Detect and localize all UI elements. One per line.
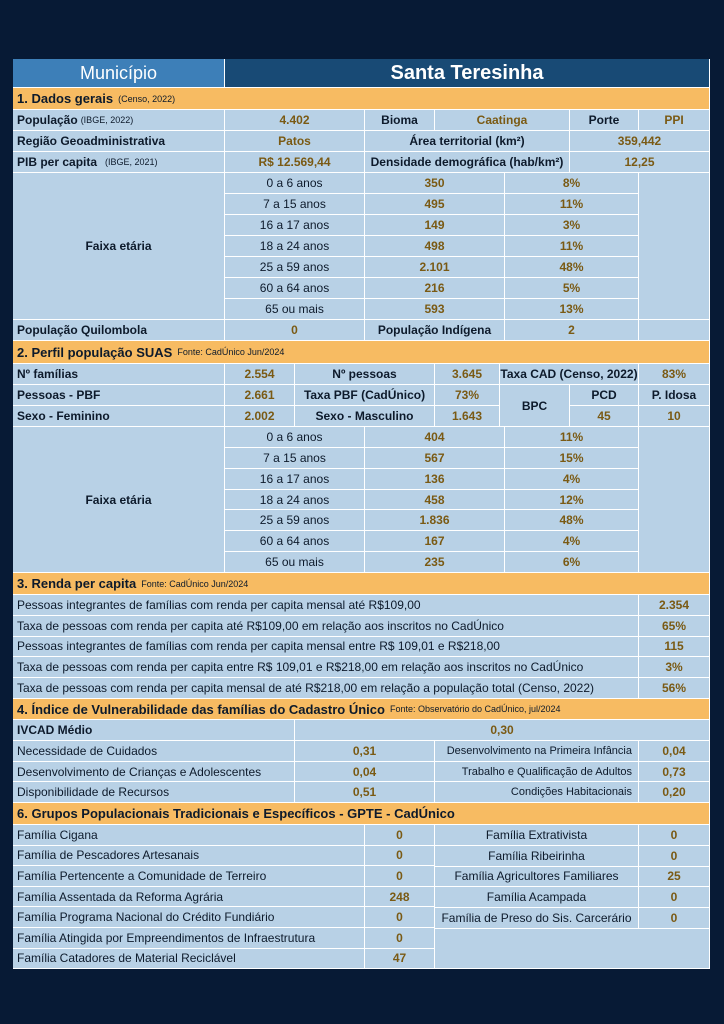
gpte-group-label: Família Ribeirinha	[435, 846, 639, 867]
faixa-percent: 5%	[505, 278, 639, 299]
renda-row-label: Pessoas integrantes de famílias com renda per capita mensal até R$109,00	[13, 595, 639, 616]
gpte-group-label: Família Programa Nacional do Crédito Fundiário	[13, 907, 365, 928]
gpte-group-label: Família Atingida por Empreendimentos de Infraestrutura	[13, 928, 365, 949]
gpte-group-value: 25	[639, 867, 710, 888]
section-3-title	[13, 573, 710, 595]
ivcad-indicator-label: Desenvolvimento na Primeira Infância	[435, 741, 639, 762]
gpte-group-value: 0	[365, 907, 435, 928]
regiao-value: Patos	[225, 131, 365, 152]
section-4-title-text: 4. Índice de Vulnerabilidade das famílias do Cadastro Único	[17, 701, 385, 717]
ivcad-indicator-label: Disponibilidade de Recursos	[13, 782, 295, 803]
gpte-group-value: 0	[365, 825, 435, 846]
faixa-age: 25 a 59 anos	[225, 257, 365, 278]
section-2-title-text: 2. Perfil população SUAS	[17, 344, 173, 360]
faixa-age: 60 a 64 anos	[225, 278, 365, 299]
ivcad-label: IVCAD Médio	[13, 720, 295, 741]
faixa-age: 25 a 59 anos	[225, 510, 365, 531]
pib-label-text: PIB per capita	[17, 155, 98, 169]
faixa-percent: 11%	[505, 236, 639, 257]
data-sheet	[13, 59, 710, 969]
section-6-title-text: 6. Grupos Populacionais Tradicionais e Específicos - GPTE - CadÚnico	[17, 806, 455, 821]
idosa-label: P. Idosa	[639, 385, 710, 406]
faixa-age: 18 a 24 anos	[225, 490, 365, 511]
area-value: 359,442	[570, 131, 710, 152]
section-2-title	[13, 341, 710, 364]
bioma-value: Caatinga	[435, 110, 570, 131]
renda-row-label: Taxa de pessoas com renda per capita entre R$ 109,01 e R$218,00 em relação aos inscritos no CadÚnico	[13, 657, 639, 678]
gpte-group-value: 0	[365, 928, 435, 949]
porte-value: PPI	[639, 110, 710, 131]
gpte-group-value: 0	[639, 825, 710, 846]
taxa-pbf-value: 73%	[435, 385, 500, 406]
pessoas-value: 3.645	[435, 364, 500, 385]
pbf-label: Pessoas - PBF	[13, 385, 225, 406]
section-3-title-text: 3. Renda per capita	[17, 576, 137, 591]
populacao-label	[13, 110, 225, 131]
section-3-source: Fonte: CadÚnico Jun/2024	[141, 578, 249, 589]
ivcad-indicator-value: 0,51	[295, 782, 435, 803]
gpte-group-label: Família de Preso do Sis. Carcerário	[435, 908, 639, 929]
section-6-title	[13, 803, 710, 825]
area-label: Área territorial (km²)	[365, 131, 570, 152]
faixa-count: 593	[365, 299, 505, 320]
feminino-label: Sexo - Feminino	[13, 406, 225, 427]
ivcad-indicator-value: 0,20	[639, 782, 710, 803]
taxa-cad-label: Taxa CAD (Censo, 2022)	[500, 364, 639, 385]
gpte-spacer	[435, 929, 710, 969]
faixa-percent: 4%	[505, 531, 639, 552]
section-1-source: (Censo, 2022)	[118, 93, 176, 104]
porte-label: Porte	[570, 110, 639, 131]
gpte-group-value: 47	[365, 949, 435, 970]
faixa-percent: 13%	[505, 299, 639, 320]
faixa-etaria-spacer-2	[639, 427, 710, 573]
section-1-title-text: 1. Dados gerais	[17, 91, 114, 106]
faixa-percent: 11%	[505, 194, 639, 215]
populacao-value: 4.402	[225, 110, 365, 131]
ivcad-indicator-value: 0,04	[639, 741, 710, 762]
pcd-value: 45	[570, 406, 639, 427]
pbf-value: 2.661	[225, 385, 295, 406]
faixa-age: 18 a 24 anos	[225, 236, 365, 257]
gpte-group-label: Família Agricultores Familiares	[435, 867, 639, 888]
section-4-source: Fonte: Observatório do CadÚnico, jul/2024	[389, 704, 561, 714]
section-1-title	[13, 88, 710, 110]
faixa-count: 216	[365, 278, 505, 299]
feminino-value: 2.002	[225, 406, 295, 427]
pib-label	[13, 152, 225, 173]
gpte-group-value: 0	[639, 887, 710, 908]
taxa-cad-value: 83%	[639, 364, 710, 385]
familias-value: 2.554	[225, 364, 295, 385]
faixa-etaria-spacer-1	[639, 173, 710, 320]
indigena-value: 2	[505, 320, 639, 341]
masculino-value: 1.643	[435, 406, 500, 427]
faixa-age: 16 a 17 anos	[225, 469, 365, 490]
faixa-count: 149	[365, 215, 505, 236]
municipio-label: Município	[13, 59, 225, 88]
faixa-age: 7 a 15 anos	[225, 448, 365, 469]
renda-row-value: 3%	[639, 657, 710, 678]
faixa-percent: 11%	[505, 427, 639, 448]
faixa-count: 167	[365, 531, 505, 552]
quilombola-label: População Quilombola	[13, 320, 225, 341]
faixa-age: 16 a 17 anos	[225, 215, 365, 236]
faixa-etaria-label-1: Faixa etária	[13, 173, 225, 320]
ivcad-indicator-value: 0,73	[639, 762, 710, 783]
gpte-group-value: 0	[639, 908, 710, 929]
pessoas-label: Nº pessoas	[295, 364, 435, 385]
faixa-age: 7 a 15 anos	[225, 194, 365, 215]
ivcad-indicator-label: Necessidade de Cuidados	[13, 741, 295, 762]
faixa-age: 60 a 64 anos	[225, 531, 365, 552]
faixa-count: 498	[365, 236, 505, 257]
quilombola-value: 0	[225, 320, 365, 341]
faixa-count: 1.836	[365, 510, 505, 531]
faixa-age: 65 ou mais	[225, 299, 365, 320]
gpte-group-value: 0	[639, 846, 710, 867]
ivcad-value: 0,30	[295, 720, 710, 741]
ivcad-indicator-label: Trabalho e Qualificação de Adultos	[435, 762, 639, 783]
faixa-percent: 3%	[505, 215, 639, 236]
faixa-percent: 48%	[505, 510, 639, 531]
bioma-label: Bioma	[365, 110, 435, 131]
regiao-label: Região Geoadministrativa	[13, 131, 225, 152]
pcd-label: PCD	[570, 385, 639, 406]
faixa-percent: 6%	[505, 552, 639, 573]
municipio-name: Santa Teresinha	[225, 59, 710, 88]
faixa-count: 404	[365, 427, 505, 448]
densidade-label: Densidade demográfica (hab/km²)	[365, 152, 570, 173]
faixa-percent: 15%	[505, 448, 639, 469]
pib-source: (IBGE, 2021)	[105, 157, 158, 167]
faixa-etaria-label-2: Faixa etária	[13, 427, 225, 573]
renda-row-label: Pessoas integrantes de famílias com renda per capita mensal entre R$ 109,01 e R$218,00	[13, 637, 639, 658]
faixa-percent: 48%	[505, 257, 639, 278]
faixa-count: 235	[365, 552, 505, 573]
section-2-source: Fonte: CadÚnico Jun/2024	[177, 347, 285, 357]
pib-value: R$ 12.569,44	[225, 152, 365, 173]
renda-row-label: Taxa de pessoas com renda per capita mensal de até R$218,00 em relação a população total (Censo, 2022)	[13, 678, 639, 699]
gpte-group-label: Família Assentada da Reforma Agrária	[13, 887, 365, 908]
indigena-spacer	[639, 320, 710, 341]
gpte-group-value: 0	[365, 846, 435, 867]
faixa-percent: 8%	[505, 173, 639, 194]
densidade-value: 12,25	[570, 152, 710, 173]
renda-row-value: 115	[639, 637, 710, 658]
faixa-count: 567	[365, 448, 505, 469]
ivcad-indicator-value: 0,31	[295, 741, 435, 762]
faixa-age: 65 ou mais	[225, 552, 365, 573]
faixa-count: 2.101	[365, 257, 505, 278]
faixa-count: 458	[365, 490, 505, 511]
familias-label: Nº famílias	[13, 364, 225, 385]
faixa-age: 0 a 6 anos	[225, 427, 365, 448]
taxa-pbf-label: Taxa PBF (CadÚnico)	[295, 385, 435, 406]
renda-row-value: 56%	[639, 678, 710, 699]
gpte-group-value: 248	[365, 887, 435, 908]
ivcad-indicator-label: Condições Habitacionais	[435, 782, 639, 803]
ivcad-indicator-label: Desenvolvimento de Crianças e Adolescentes	[13, 762, 295, 783]
gpte-group-label: Família Cigana	[13, 825, 365, 846]
renda-row-label: Taxa de pessoas com renda per capita até R$109,00 em relação aos inscritos no CadÚnico	[13, 616, 639, 637]
faixa-count: 350	[365, 173, 505, 194]
populacao-label-text: População	[17, 113, 78, 127]
gpte-group-label: Família Acampada	[435, 887, 639, 908]
faixa-age: 0 a 6 anos	[225, 173, 365, 194]
gpte-group-label: Família Catadores de Material Reciclável	[13, 949, 365, 970]
section-4-title	[13, 699, 710, 720]
indigena-label: População Indígena	[365, 320, 505, 341]
gpte-group-label: Família Pertencente a Comunidade de Terreiro	[13, 866, 365, 887]
faixa-count: 495	[365, 194, 505, 215]
faixa-count: 136	[365, 469, 505, 490]
gpte-group-label: Família Extrativista	[435, 825, 639, 846]
populacao-source: (IBGE, 2022)	[80, 115, 134, 125]
gpte-group-value: 0	[365, 866, 435, 887]
bpc-label: BPC	[500, 385, 570, 427]
idosa-value: 10	[639, 406, 710, 427]
renda-row-value: 65%	[639, 616, 710, 637]
masculino-label: Sexo - Masculino	[295, 406, 435, 427]
gpte-group-label: Família de Pescadores Artesanais	[13, 846, 365, 867]
ivcad-indicator-value: 0,04	[295, 762, 435, 783]
renda-row-value: 2.354	[639, 595, 710, 616]
faixa-percent: 12%	[505, 490, 639, 511]
faixa-percent: 4%	[505, 469, 639, 490]
